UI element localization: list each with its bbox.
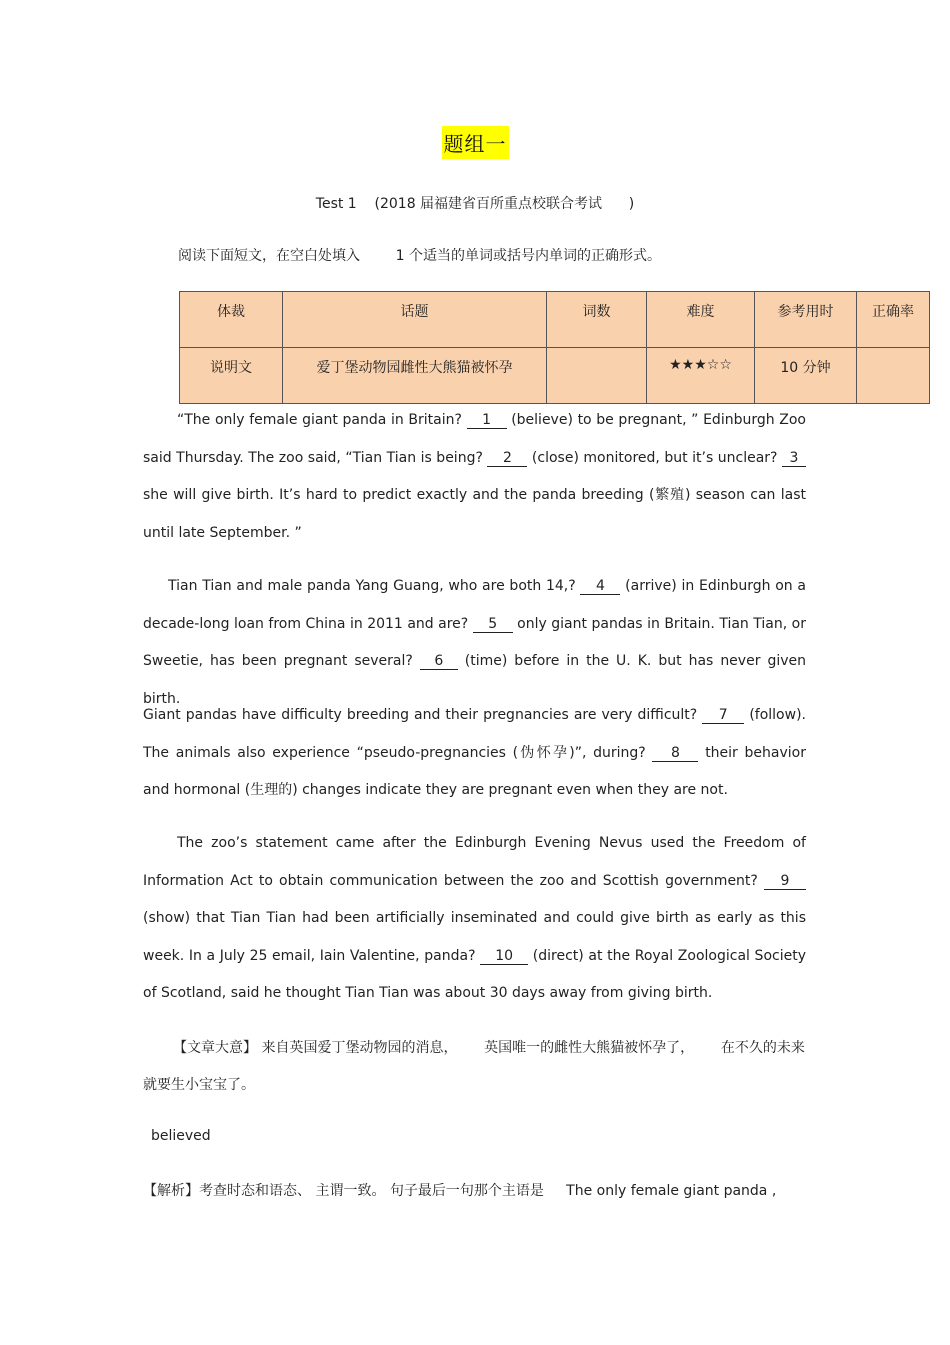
instruction-text: 阅读下面短文，在空白处填入 1 个适当的单词或括号内单词的正确形式。 — [178, 248, 661, 264]
p2-text-1: Tian Tian and male panda Yang Guang, who are both 14,? — [168, 578, 581, 594]
blank-2[interactable]: 2 — [487, 450, 527, 467]
cell-accuracy — [857, 348, 930, 404]
blank-1[interactable]: 1 — [467, 412, 507, 429]
header-genre: 体裁 — [180, 292, 283, 348]
header-word-count: 词数 — [547, 292, 647, 348]
blank-4[interactable]: 4 — [580, 578, 620, 595]
info-table — [179, 291, 930, 404]
cell-word-count — [547, 348, 647, 404]
p2-text-4: (time) before in the U. K. but has never given birth. — [143, 653, 806, 707]
paragraph-1 — [143, 402, 806, 552]
header-time: 参考用时 — [755, 292, 857, 348]
cell-topic: 爱丁堡动物园雌性大熊猫被怀孕 — [283, 348, 547, 404]
p1-text-2: (believe) to be pregnant, ” Edinburgh Zoo said Thursday. The zoo said, “Tian Tian is being? — [143, 412, 806, 466]
p2-text-3: only giant pandas in Britain. Tian Tian, or Sweetie, has been pregnant several? — [143, 615, 806, 669]
blank-8[interactable]: 8 — [652, 745, 698, 762]
title-wrap — [0, 126, 950, 159]
cell-time: 10 分钟 — [755, 348, 857, 404]
header-accuracy: 正确率 — [857, 292, 930, 348]
p3-text-1: Giant pandas have difficulty breeding and their pregnancies are very difficult? — [143, 707, 703, 723]
p4-text-3: (direct) at the Royal Zoological Society of Scotland, said he thought Tian Tian was about 30 days away from giving birth. — [143, 947, 806, 1001]
blank-9[interactable]: 9 — [764, 873, 806, 890]
blank-10[interactable]: 10 — [480, 948, 528, 965]
header-topic: 话题 — [283, 292, 547, 348]
paragraph-4 — [143, 825, 806, 1013]
p4-text-1: The zoo’s statement came after the Edinburgh Evening Nevus used the Freedom of Information Act to obtain communication between the zoo and Scottish government? — [143, 835, 806, 889]
article-summary — [143, 1030, 806, 1104]
answer-text: believed — [151, 1128, 211, 1144]
summary-text: 【文章大意】 来自英国爱丁堡动物园的消息， 英国唯一的雌性大熊猫被怀孕了， 在不久的未来就要生小宝宝了。 — [143, 1040, 805, 1093]
p1-text-4: she will give birth. It’s hard to predict exactly and the panda breeding (繁殖) season can last until late September. ” — [143, 487, 806, 541]
blank-5[interactable]: 5 — [473, 616, 513, 633]
cell-difficulty: ★★★☆☆ — [647, 348, 755, 404]
header-difficulty: 难度 — [647, 292, 755, 348]
p4-text-2: (show) that Tian Tian had been artificially inseminated and could give birth as early as this week. In a July 25 email, Iain Valentine, panda? — [143, 910, 806, 964]
p1-text-3: (close) monitored, but it’s unclear? — [527, 449, 782, 466]
blank-3[interactable]: 3 — [782, 450, 806, 467]
info-table-header-row — [180, 292, 930, 348]
p3-text-2: (follow). The animals also experience “pseudo-pregnancies (伪怀孕)”, during? — [143, 707, 806, 761]
p1-text-1: “The only female giant panda in Britain? — [177, 412, 467, 428]
paragraph-3 — [143, 697, 806, 810]
page-title: 题组一 — [442, 126, 509, 159]
p3-text-3: their behavior and hormonal (生理的) changes indicate they are pregnant even when they are not. — [143, 744, 806, 798]
paragraph-2 — [143, 568, 806, 718]
test-subtitle: Test 1 (2018 届福建省百所重点校联合考试 ) — [315, 196, 635, 212]
blank-7[interactable]: 7 — [702, 707, 744, 724]
blank-6[interactable]: 6 — [420, 653, 458, 670]
info-table-row — [180, 348, 930, 404]
cell-genre: 说明文 — [180, 348, 283, 404]
p2-text-2: (arrive) in Edinburgh on a decade-long loan from China in 2011 and are? — [143, 578, 806, 632]
analysis-text: 【解析】考查时态和语态、 主谓一致。 句子最后一句那个主语是 The only female giant panda , — [143, 1183, 777, 1199]
